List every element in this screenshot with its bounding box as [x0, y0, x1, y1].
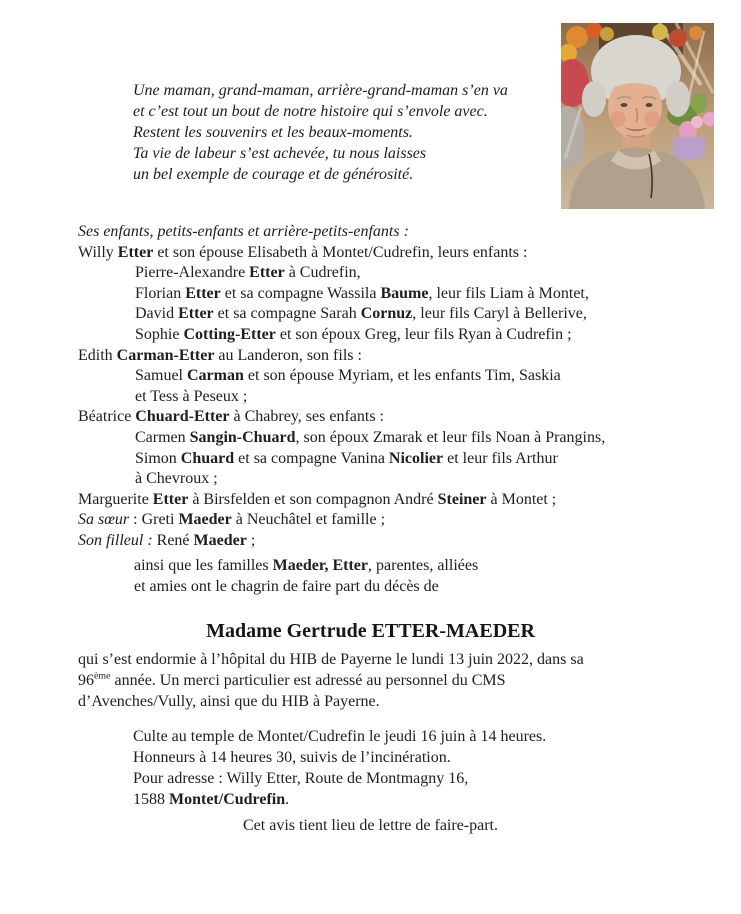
text-line: Florian Etter et sa compagne Wassila Baume, leur fils Liam à Montet,	[135, 284, 589, 302]
text-line: ainsi que les familles Maeder, Etter, parentes, alliées	[134, 557, 479, 574]
text-line: et amies ont le chagrin de faire part du décès de	[134, 578, 439, 595]
announcement-intro	[134, 555, 478, 597]
text-line: Edith Carman-Etter au Landeron, son fils :	[78, 346, 362, 364]
text-line: Pierre-Alexandre Etter à Cudrefin,	[135, 264, 361, 282]
memorial-poem	[133, 80, 508, 185]
text-line: Sa sœur : Greti Maeder à Neuchâtel et famille ;	[78, 511, 386, 529]
service-details	[133, 726, 546, 810]
text-line: un bel exemple de courage et de générosité.	[133, 166, 414, 183]
text-line: 96ème année. Un merci particulier est adressé au personnel du CMS	[78, 670, 506, 689]
text-line: Marguerite Etter à Birsfelden et son compagnon André Steiner à Montet ;	[78, 490, 557, 508]
family-list	[78, 222, 605, 552]
text-line: 1588 Montet/Cudrefin.	[133, 791, 290, 808]
text-line: Sophie Cotting-Etter et son époux Greg, leur fils Ryan à Cudrefin ;	[135, 325, 572, 343]
text-line: Béatrice Chuard-Etter à Chabrey, ses enfants :	[78, 408, 384, 426]
portrait-photo	[561, 23, 714, 209]
text-line: David Etter et sa compagne Sarah Cornuz, leur fils Caryl à Bellerive,	[135, 305, 587, 323]
text-line: Pour adresse : Willy Etter, Route de Montmagny 16,	[133, 770, 469, 787]
text-line: Son filleul : René Maeder ;	[78, 531, 256, 549]
text-line: Une maman, grand-maman, arrière-grand-maman s’en va	[133, 82, 508, 99]
text-line: d’Avenches/Vully, ainsi que du HIB à Payerne.	[78, 693, 380, 710]
text-line: à Chevroux ;	[135, 470, 218, 488]
text-line: Willy Etter et son épouse Elisabeth à Montet/Cudrefin, leurs enfants :	[78, 243, 528, 261]
footer-note: Cet avis tient lieu de lettre de faire-part.	[243, 817, 498, 834]
text-line: Honneurs à 14 heures 30, suivis de l’incinération.	[133, 749, 451, 766]
text-line: Samuel Carman et son épouse Myriam, et les enfants Tim, Saskia	[135, 367, 561, 385]
portrait-photo-illustration	[561, 23, 714, 209]
text-line: Restent les souvenirs et les beaux-moments.	[133, 124, 413, 141]
text-line: qui s’est endormie à l’hôpital du HIB de Payerne le lundi 13 juin 2022, dans sa	[78, 651, 584, 668]
text-line: Simon Chuard et sa compagne Vanina Nicolier et leur fils Arthur	[135, 449, 558, 467]
text-line: Ses enfants, petits-enfants et arrière-petits-enfants :	[78, 223, 409, 240]
deceased-name: Madame Gertrude ETTER-MAEDER	[206, 620, 535, 643]
text-line: Carmen Sangin-Chuard, son époux Zmarak et leur fils Noan à Prangins,	[135, 428, 606, 446]
death-notice-paragraph	[78, 649, 584, 712]
text-line: Ta vie de labeur s’est achevée, tu nous laisses	[133, 145, 427, 162]
text-line: et Tess à Peseux ;	[135, 387, 248, 405]
text-line: et c’est tout un bout de notre histoire qui s’envole avec.	[133, 103, 488, 120]
text-line: Culte au temple de Montet/Cudrefin le jeudi 16 juin à 14 heures.	[133, 728, 547, 745]
